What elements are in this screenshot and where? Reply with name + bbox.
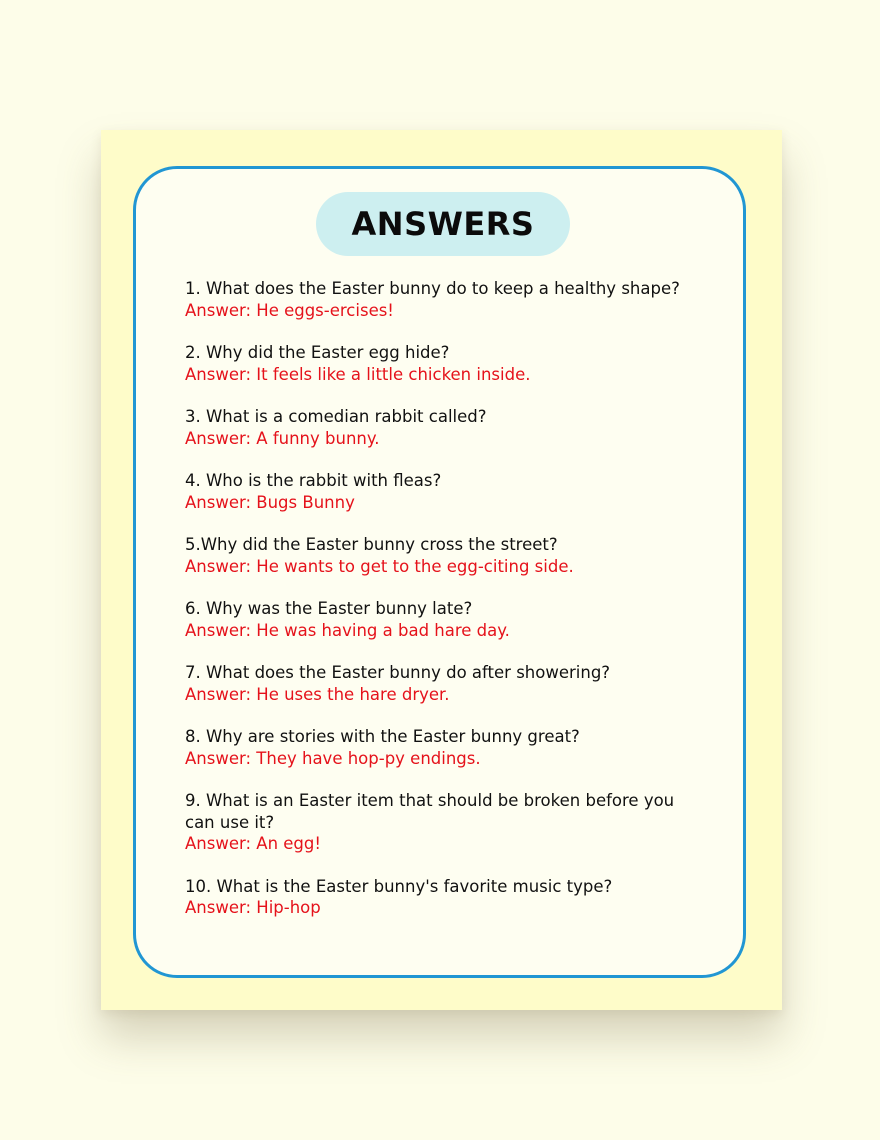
question-text: 1. What does the Easter bunny do to keep a healthy shape? bbox=[185, 279, 680, 298]
question-text: 7. What does the Easter bunny do after showering? bbox=[185, 663, 611, 682]
answer-text: Answer: A funny bunny. bbox=[185, 428, 380, 448]
question-text: 8. Why are stories with the Easter bunny great? bbox=[185, 727, 580, 746]
qa-item bbox=[185, 876, 685, 919]
answer-text: Answer: Hip-hop bbox=[185, 898, 321, 917]
question-text: 5.Why did the Easter bunny cross the street? bbox=[185, 535, 558, 554]
qa-item bbox=[185, 278, 685, 321]
qa-list bbox=[185, 278, 685, 940]
qa-item bbox=[185, 598, 685, 641]
answer-text: Answer: It feels like a little chicken inside. bbox=[185, 364, 531, 384]
answers-frame bbox=[133, 166, 746, 978]
question-text: 3. What is a comedian rabbit called? bbox=[185, 407, 487, 426]
answer-text: Answer: Bugs Bunny bbox=[185, 492, 355, 512]
answer-text: Answer: An egg! bbox=[185, 834, 321, 853]
question-text: 6. Why was the Easter bunny late? bbox=[185, 599, 473, 618]
qa-item bbox=[185, 534, 685, 577]
qa-item bbox=[185, 726, 685, 769]
answer-text: Answer: He eggs-ercises! bbox=[185, 300, 394, 320]
question-text: 4. Who is the rabbit with fleas? bbox=[185, 471, 442, 490]
title-badge bbox=[316, 192, 570, 256]
qa-item bbox=[185, 342, 685, 385]
answer-text: Answer: He uses the hare dryer. bbox=[185, 684, 450, 704]
answer-text: Answer: They have hop-py endings. bbox=[185, 748, 481, 768]
answer-text: Answer: He wants to get to the egg-citing side. bbox=[185, 556, 574, 576]
qa-item bbox=[185, 662, 685, 705]
question-text: 10. What is the Easter bunny's favorite music type? bbox=[185, 876, 613, 896]
question-text: 9. What is an Easter item that should be broken before you can use it? bbox=[185, 791, 675, 832]
answer-text: Answer: He was having a bad hare day. bbox=[185, 620, 510, 640]
page-title: ANSWERS bbox=[351, 205, 535, 243]
qa-item bbox=[185, 406, 685, 449]
qa-item bbox=[185, 790, 685, 855]
qa-item bbox=[185, 470, 685, 513]
question-text: 2. Why did the Easter egg hide? bbox=[185, 343, 450, 362]
answer-sheet-page bbox=[101, 130, 782, 1010]
